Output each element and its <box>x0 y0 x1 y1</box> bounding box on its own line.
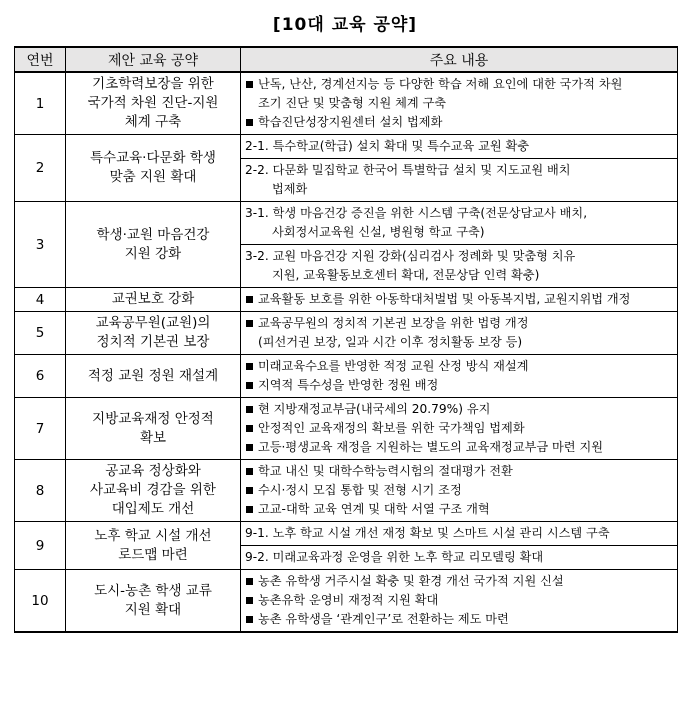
content-line: 9-1. 노후 학교 시설 개선 재정 확보 및 스마트 시설 관리 시스템 구축 <box>245 526 610 540</box>
sub-item <box>245 137 673 156</box>
content-line: 현 지방재정교부금(내국세의 20.79%) 유지 <box>258 402 491 416</box>
header-number: 연번 <box>15 47 66 72</box>
content-line: 농촌 유학생을 ‘관계인구’로 전환하는 제도 마련 <box>258 612 509 626</box>
row-number: 8 <box>15 460 66 522</box>
table-row <box>15 355 678 398</box>
table-header-row <box>15 47 678 72</box>
row-number: 9 <box>15 522 66 570</box>
bullet-item <box>245 290 673 309</box>
proposal-cell <box>66 398 241 460</box>
proposal-line: 로드맵 마련 <box>118 546 188 563</box>
content-line: 학습진단성장지원센터 설치 법제화 <box>258 115 443 129</box>
content-cell <box>241 312 678 355</box>
bullet-item <box>245 610 673 629</box>
proposal-line: 도시-농촌 학생 교류 <box>94 582 212 599</box>
proposal-line: 공교육 정상화와 <box>105 463 201 479</box>
bullet-item <box>245 75 673 113</box>
content-cell <box>241 570 678 633</box>
bullet-item <box>245 462 673 481</box>
sub-item <box>245 204 673 242</box>
sub-item <box>245 247 673 285</box>
content-cell <box>241 245 678 288</box>
table-body <box>15 72 678 632</box>
document-title: [10대 교육 공약] <box>272 15 418 35</box>
content-cell <box>241 159 678 202</box>
row-number: 2 <box>15 135 66 202</box>
proposal-line: 특수교육·다문화 학생 <box>90 150 216 166</box>
row-number: 4 <box>15 288 66 312</box>
proposal-line: 학생·교원 마음건강 <box>96 226 210 243</box>
sub-item <box>245 548 673 567</box>
content-line: 9-2. 미래교육과정 운영을 위한 노후 학교 리모델링 확대 <box>245 550 544 564</box>
proposal-cell <box>66 570 241 633</box>
bullet-item <box>245 572 673 591</box>
proposal-line: 적정 교원 정원 재설계 <box>87 367 219 384</box>
proposal-cell <box>66 522 241 570</box>
bullet-item <box>245 376 673 395</box>
proposal-cell <box>66 460 241 522</box>
content-line: (피선거권 보장, 일과 시간 이후 정치활동 보장 등) <box>258 335 523 349</box>
bullet-item <box>245 481 673 500</box>
proposal-line: 사교육비 경감을 위한 <box>90 482 216 498</box>
row-number: 5 <box>15 312 66 355</box>
proposal-line: 국가적 차원 진단-지원 <box>87 95 219 111</box>
bullet-item <box>245 400 673 419</box>
content-line: 3-2. 교원 마음건강 지원 강화(심리검사 정례화 및 맞춤형 치유 <box>245 249 576 263</box>
proposal-line: 정치적 기본권 보장 <box>96 334 210 350</box>
content-cell <box>241 135 678 159</box>
table-row <box>15 135 678 159</box>
content-line: 난독, 난산, 경계선지능 등 다양한 학습 저해 요인에 대한 국가적 차원 <box>258 77 623 91</box>
content-line: 2-2. 다문화 밀집학교 한국어 특별학급 설치 및 지도교원 배치 <box>245 163 571 177</box>
content-line: 사회정서교육원 신설, 병원형 학교 구축) <box>272 225 485 239</box>
content-line: 3-1. 학생 마음건강 증진을 위한 시스템 구축(전문상담교사 배치, <box>245 206 588 220</box>
content-line: 미래교육수요를 반영한 적정 교원 산정 방식 재설계 <box>258 359 529 373</box>
content-cell <box>241 546 678 570</box>
table-row <box>15 312 678 355</box>
content-cell <box>241 72 678 135</box>
table-row <box>15 202 678 245</box>
content-line: 농촌 유학생 거주시설 확충 및 환경 개선 국가적 지원 신설 <box>258 574 564 588</box>
proposal-line: 체계 구축 <box>124 114 182 130</box>
content-line: 2-1. 특수학교(학급) 설치 확대 및 특수교육 교원 확충 <box>245 139 530 153</box>
content-line: 안정적인 교육재정의 확보를 위한 국가책임 법제화 <box>258 421 525 435</box>
proposal-line: 맞춤 지원 확대 <box>109 169 197 185</box>
proposal-line: 기초학력보장을 위한 <box>92 76 214 92</box>
proposal-cell <box>66 72 241 135</box>
content-line: 지원, 교육활동보호센터 확대, 전문상담 인력 확충) <box>272 268 540 282</box>
content-line: 교육활동 보호를 위한 아동학대처벌법 및 아동복지법, 교원지위법 개정 <box>258 292 631 306</box>
content-line: 교육공무원의 정치적 기본권 보장을 위한 법령 개정 <box>258 316 529 330</box>
content-line: 법제화 <box>272 182 308 196</box>
table-row <box>15 522 678 546</box>
bullet-item <box>245 357 673 376</box>
content-cell <box>241 288 678 312</box>
bullet-item <box>245 438 673 457</box>
pledge-table <box>14 46 678 633</box>
table-row <box>15 288 678 312</box>
content-line: 농촌유학 운영비 재정적 지원 확대 <box>258 593 439 607</box>
row-number: 7 <box>15 398 66 460</box>
proposal-line: 확보 <box>139 429 167 446</box>
table-row <box>15 72 678 135</box>
table-row <box>15 570 678 633</box>
proposal-line: 지원 확대 <box>124 601 182 618</box>
bullet-item <box>245 500 673 519</box>
proposal-line: 지원 강화 <box>124 245 182 262</box>
sub-item <box>245 161 673 199</box>
table-row <box>15 460 678 522</box>
proposal-line: 교권보호 강화 <box>111 291 195 307</box>
content-line: 수시·정시 모집 통합 및 전형 시기 조정 <box>258 483 462 497</box>
row-number: 10 <box>15 570 66 633</box>
content-line: 고등·평생교육 재정을 지원하는 별도의 교육재정교부금 마련 지원 <box>258 440 603 454</box>
header-content: 주요 내용 <box>241 47 678 72</box>
proposal-cell <box>66 135 241 202</box>
row-number: 6 <box>15 355 66 398</box>
content-cell <box>241 355 678 398</box>
bullet-item <box>245 314 673 352</box>
proposal-cell <box>66 288 241 312</box>
content-cell <box>241 460 678 522</box>
bullet-item <box>245 591 673 610</box>
content-line: 조기 진단 및 맞춤형 지원 체계 구축 <box>258 96 447 110</box>
content-line: 고교-대학 교육 연계 및 대학 서열 구조 개혁 <box>258 502 490 516</box>
bullet-item <box>245 419 673 438</box>
bullet-item <box>245 113 673 132</box>
proposal-line: 대입제도 개선 <box>111 501 195 517</box>
proposal-line: 지방교육재정 안정적 <box>92 410 214 427</box>
content-cell <box>241 398 678 460</box>
content-line: 지역적 특수성을 반영한 정원 배정 <box>258 378 439 392</box>
proposal-line: 노후 학교 시설 개선 <box>94 527 212 544</box>
header-proposal: 제안 교육 공약 <box>66 47 241 72</box>
content-cell <box>241 202 678 245</box>
content-line: 학교 내신 및 대학수학능력시험의 절대평가 전환 <box>258 464 513 478</box>
proposal-line: 교육공무원(교원)의 <box>95 315 211 331</box>
content-cell <box>241 522 678 546</box>
proposal-cell <box>66 312 241 355</box>
proposal-cell <box>66 202 241 288</box>
row-number: 3 <box>15 202 66 288</box>
table-row <box>15 398 678 460</box>
proposal-cell <box>66 355 241 398</box>
row-number: 1 <box>15 72 66 135</box>
sub-item <box>245 524 673 543</box>
